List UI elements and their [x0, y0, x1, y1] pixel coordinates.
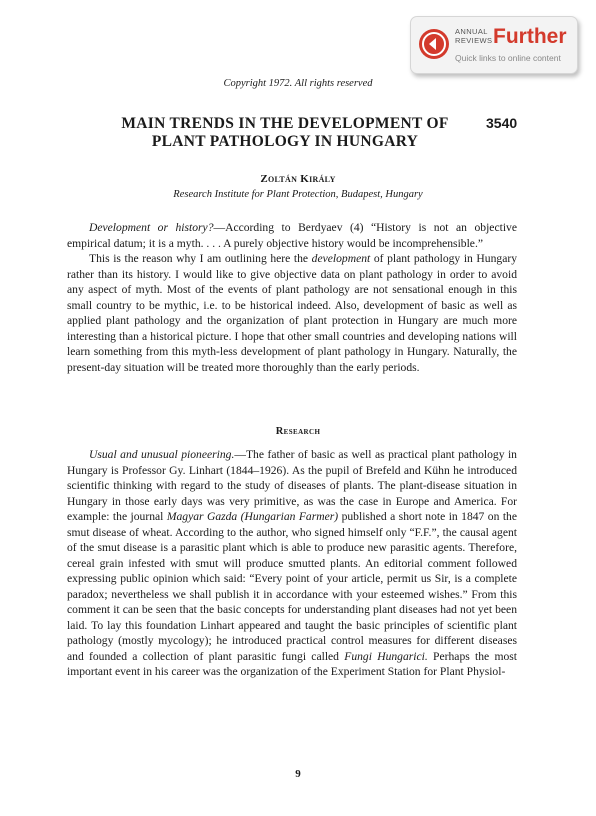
badge-publisher-label: ANNUAL REVIEWS [455, 27, 493, 45]
research-paragraph-1: Usual and unusual pioneering.—The father of basic as well as practical plant pathology in Hungary is Professor Gy. Linhart (1844–1926). As the pupil of Brefeld and Kühn he introduced scientific thinking with regard to the study of diseases of plants. The plant-disease situation in Hungary in those early days was very primitive, as was the case in Europe and America. For example: the journal Magyar Gazda (Hungarian Farmer) published a short note in 1847 on the smut disease of wheat. According to the author, who signed himself only “F.F.”, the causal agent of the smut disease is a parasitic plant which is able to produce new parasitic agents. Therefore, cereal grain infested with smut will produce smutted plants. An editorial comment followed expressing public opinion which said: “Every point of your article, permit us Sir, is a complete paradox; nevertheless we shall publish it in accordance with your esteemed wishes.” From this comment it can be seen that the basic concepts for understanding plant diseases had not yet been laid. To lay this foundation Linhart appeared and taught the basic principles of scientific plant pathology (mostly mycology); he introduced practical control measures for different diseases and founded a collection of plant parasitic fungi called Fungi Hungarici. Perhaps the most important event in his career was the organization of the Experiment Station for Plant Physiol- [67, 448, 517, 678]
badge-tagline: Quick links to online content [455, 53, 561, 63]
author-affiliation: Research Institute for Plant Protection, Budapest, Hungary [173, 189, 423, 200]
copyright-notice: Copyright 1972. All rights reserved [223, 78, 373, 89]
page-number: 9 [295, 768, 301, 780]
section-heading-research: Research [275, 426, 321, 437]
badge-further-label[interactable]: Further [493, 25, 567, 48]
article-number: 3540 [486, 115, 518, 131]
intro-paragraph-1: Development or history?—According to Berdyaev (4) “History is not an objective empirical datum; it is a myth. . . . A purely objective history would be incomprehensible.” [67, 221, 517, 250]
annual-reviews-further-badge[interactable] [410, 16, 578, 74]
introduction-section [67, 220, 517, 375]
play-arrow-icon [419, 29, 449, 59]
intro-lead-phrase: Development or history? [89, 221, 214, 234]
author-name: Zoltán Király [260, 173, 336, 185]
research-lead-phrase: Usual and unusual pioneering. [89, 448, 235, 461]
research-section [67, 447, 517, 680]
article-title: MAIN TRENDS IN THE DEVELOPMENT OF PLANT PATHOLOGY IN HUNGARY [121, 115, 449, 150]
intro-paragraph-2: This is the reason why I am outlining here the development of plant pathology in Hungary rather than its history. I would like to give objective data on plant pathology in order to avoid any aspect of myth. Most of the events of plant pathology are not sensational enough in this small country to be mythic, i.e. to be historical indeed. Also, development of basic as well as applied plant pathology and the organization of plant protection in Hungary are much more interesting than a historical picture. I hope that other small countries and developing nations will learn something from this myth-less development of plant pathology in Hungary. Naturally, the present-day situation will be treated more thoroughly than the early periods. [67, 252, 517, 374]
